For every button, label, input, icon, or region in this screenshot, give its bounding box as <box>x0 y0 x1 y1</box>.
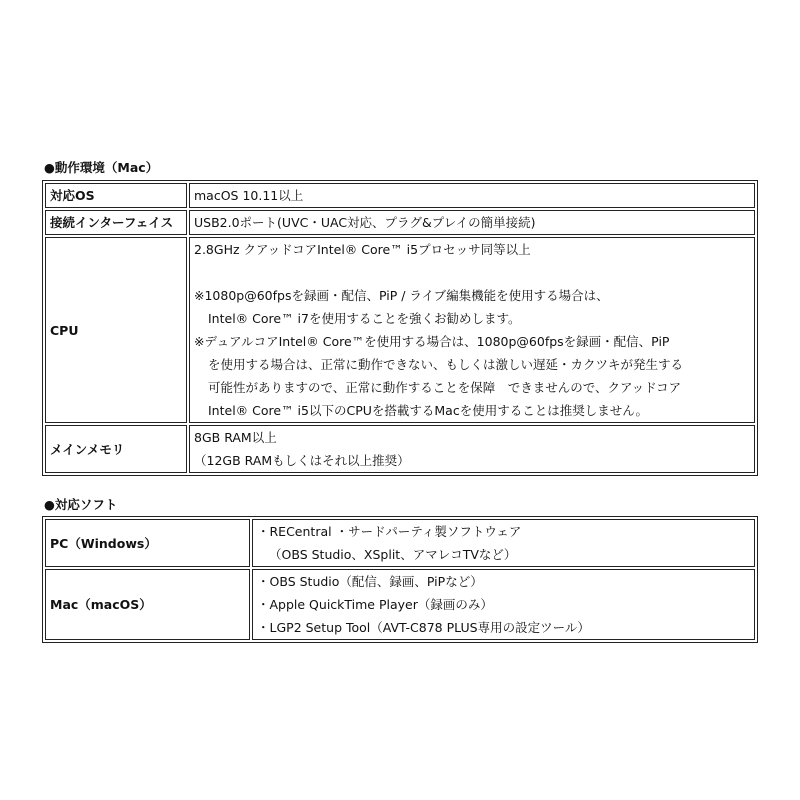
os-value <box>189 183 755 208</box>
windows-label: PC（Windows） <box>45 519 250 567</box>
cpu-label: CPU <box>45 237 187 423</box>
windows-line: ・RECentral ・サードパーティ製ソフトウェア <box>257 524 522 539</box>
cpu-gap <box>194 261 750 284</box>
table-row <box>45 425 755 473</box>
table-row <box>45 569 755 640</box>
cpu-line: Intel® Core™ i7を使用することを強くお勧めします。 <box>208 311 521 326</box>
cpu-line: ※デュアルコアIntel® Core™を使用する場合は、1080p@60fpsを録画・配信、PiP <box>194 334 670 349</box>
table-row <box>45 519 755 567</box>
os-label: 対応OS <box>45 183 187 208</box>
interface-value <box>189 210 755 235</box>
env-spec-table <box>42 180 758 476</box>
interface-line: USB2.0ポート(UVC・UAC対応、プラグ&プレイの簡単接続) <box>194 215 536 230</box>
cpu-line: 可能性がありますので、正常に動作することを保障 できませんので、クアッドコア <box>208 380 682 395</box>
windows-value <box>252 519 755 567</box>
software-section-title: ●対応ソフト <box>44 497 118 512</box>
os-line: macOS 10.11以上 <box>194 188 304 203</box>
cpu-line: を使用する場合は、正常に動作できない、もしくは激しい遅延・カクツキが発生する <box>208 357 684 372</box>
cpu-line: Intel® Core™ i5以下のCPUを搭載するMacを使用することは推奨しません。 <box>208 403 648 418</box>
windows-line: （OBS Studio、XSplit、アマレコTVなど） <box>269 547 517 562</box>
mac-line: ・LGP2 Setup Tool（AVT-C878 PLUS専用の設定ツール） <box>257 620 590 635</box>
memory-line: （12GB RAMもしくはそれ以上推奨） <box>194 453 410 468</box>
table-row <box>45 183 755 208</box>
memory-line: 8GB RAM以上 <box>194 430 277 445</box>
mac-value <box>252 569 755 640</box>
cpu-value <box>189 237 755 423</box>
memory-value <box>189 425 755 473</box>
mac-label: Mac（macOS） <box>45 569 250 640</box>
software-table <box>42 516 758 643</box>
table-row <box>45 210 755 235</box>
interface-label: 接続インターフェイス <box>45 210 187 235</box>
env-section-title: ●動作環境（Mac） <box>44 160 159 175</box>
table-row <box>45 237 755 423</box>
cpu-line: 2.8GHz クアッドコアIntel® Core™ i5プロセッサ同等以上 <box>194 242 531 257</box>
cpu-line: ※1080p@60fpsを録画・配信、PiP / ライブ編集機能を使用する場合は、 <box>194 288 609 303</box>
memory-label: メインメモリ <box>45 425 187 473</box>
mac-line: ・Apple QuickTime Player（録画のみ） <box>257 597 493 612</box>
mac-line: ・OBS Studio（配信、録画、PiPなど） <box>257 574 483 589</box>
